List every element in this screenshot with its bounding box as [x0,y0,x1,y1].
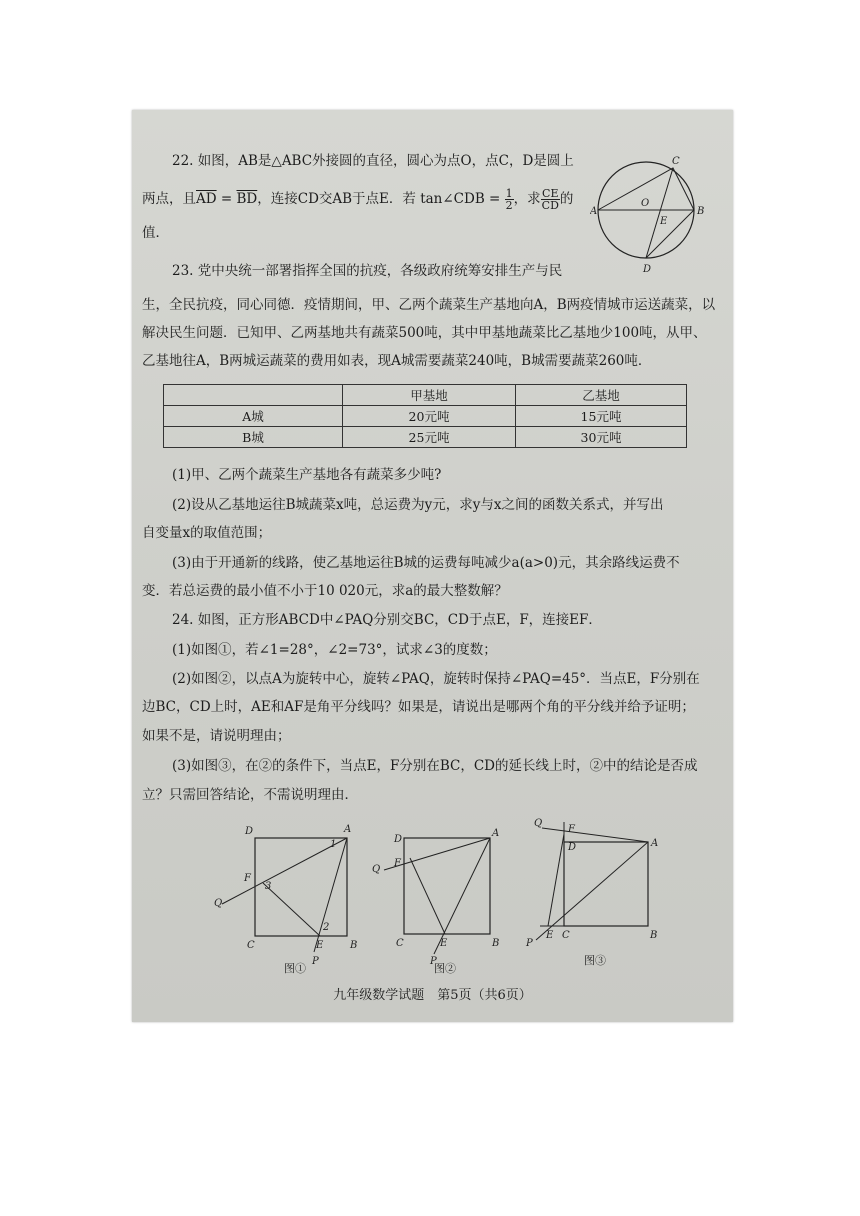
frac2-num: CE [542,187,559,200]
fig2-label-b: B [492,938,500,949]
q23-line1: 23. 党中央统一部署指挥全国的抗疫，各级政府统筹安排生产与民 [172,263,563,279]
frac2-den: CD [541,199,559,212]
fig1-label-b: B [350,940,358,951]
page-footer: 九年级数学试题 第5页（共6页） [333,988,532,1003]
q23-part1: (1)甲、乙两个蔬菜生产基地各有蔬菜多少吨? [172,467,442,483]
figure-1 [212,820,362,970]
arc-bd: $\overline{BD}$ [236,191,258,207]
q22-line2 [142,188,573,211]
q23-part3b: 变．若总运费的最小值不小于10 020元，求a的最大整数解？ [142,583,508,599]
table-cell: 30元吨 [516,427,687,448]
table-header-cell: 甲基地 [343,385,516,406]
table-row [164,427,687,448]
q23-line4: 乙基地往A，B两城运蔬菜的费用如表，现A城需要蔬菜240吨，B城需要蔬菜260吨． [142,353,652,369]
fig3-label-d: D [568,842,577,853]
fig2-label-e: E [440,938,448,949]
q24-part2c: 如果不是，请说明理由； [142,728,291,744]
fig3-label-b: B [650,930,658,941]
segment-ef [548,834,564,926]
q24-part3b: 立？只需回答结论，不需说明理由． [142,787,358,803]
table-row [164,406,687,427]
fraction-half [505,188,514,211]
label-d: D [643,264,652,275]
q23-part3a: (3)由于开通新的线路，使乙基地运往B城的运费每吨减少a(a>0)元，其余路线运费不 [172,555,680,571]
ray-aq [222,838,347,904]
fig1-label-c: C [247,940,255,951]
q23-line2: 生，全民抗疫，同心同德．疫情期间，甲、乙两个蔬菜生产基地向A，B两疫情城市运送蔬菜，以 [142,297,716,313]
ray-aq [542,828,648,842]
q22-eq: = [216,191,237,207]
q22-line1: 22. 如图，AB是△ABC外接圆的直径，圆心为点O，点C，D是圆上 [172,153,574,169]
fig2-label-a: A [492,828,500,839]
fig2-label-q: Q [372,864,381,875]
q22-line2a: 两点，且 [142,191,196,207]
fig2-label-f: F [394,858,401,869]
fig2-label-d: D [394,834,403,845]
label-a: A [590,206,598,217]
fig1-angle-1: 1 [330,839,337,850]
fig3-label-e: E [546,930,554,941]
fig3-label-a: A [651,838,659,849]
frac-den: 2 [505,199,513,212]
fraction-ce-cd [541,188,560,211]
fig1-caption: 图① [284,962,306,975]
fig3-label-p: P [526,938,533,949]
fig1-angle-3: 3 [265,881,272,892]
ray-ap [536,842,648,940]
q22-line3: 值． [142,225,169,241]
fig1-label-f: F [244,873,251,884]
arc-ad: $\overline{AD}$ [196,191,217,207]
q22-line2c: ，求 [513,191,541,207]
label-e: E [660,216,668,227]
table-cell: 15元吨 [516,406,687,427]
square-abcd [564,842,648,926]
fig3-label-f: F [568,824,575,835]
figure-3 [522,810,672,965]
q23-line3: 解决民生问题．已知甲、乙两基地共有蔬菜500吨，其中甲基地蔬菜比乙基地少100吨，从甲、 [142,325,707,341]
label-c: C [672,156,680,167]
fig1-label-d: D [245,826,254,837]
figure-2 [370,820,510,970]
fig2-label-c: C [396,938,404,949]
fig3-caption: 图③ [584,954,606,967]
ray-ap [434,838,490,954]
square-abcd [404,838,490,934]
q24-part2a: (2)如图②，以点A为旋转中心，旋转∠PAQ，旋转时保持∠PAQ=45°．当点E，F分别在 [172,671,700,687]
freight-table [163,384,687,448]
frac-num: 1 [505,187,513,200]
q24-line1: 24. 如图，正方形ABCD中∠PAQ分别交BC，CD于点E，F，连接EF． [172,612,602,628]
table-header-cell [164,385,343,406]
q22-line2b: ，连接CD交AB于点E．若 tan∠CDB = [257,191,505,207]
fig2-caption: 图② [434,962,456,975]
table-header-row [164,385,687,406]
fig1-label-p: P [312,956,319,967]
fig1-label-e: E [316,940,324,951]
fig1-angle-2: 2 [323,922,330,933]
segment-ef [263,883,320,936]
table-header-cell: 乙基地 [516,385,687,406]
fig1-label-q: Q [214,898,223,909]
q23-part2a: (2)设从乙基地运往B城蔬菜x吨，总运费为y元，求y与x之间的函数关系式，并写出 [172,497,664,513]
q23-part2b: 自变量x的取值范围； [142,525,272,541]
label-b: B [697,206,705,217]
circle-figure [590,152,710,278]
q24-part2b: 边BC，CD上时，AE和AF是角平分线吗？如果是，请说出是哪两个角的平分线并给予证明； [142,699,695,715]
q24-part3a: (3)如图③，在②的条件下，当点E，F分别在BC，CD的延长线上时，②中的结论是否成 [172,758,698,774]
exam-page [132,110,733,1022]
fig3-label-q: Q [534,818,543,829]
table-cell: 20元吨 [343,406,516,427]
table-cell: 25元吨 [343,427,516,448]
fig1-label-a: A [344,824,352,835]
fig3-label-c: C [562,930,570,941]
q24-part1: (1)如图①，若∠1=28°，∠2=73°，试求∠3的度数； [172,642,497,658]
table-cell: A城 [164,406,343,427]
table-cell: B城 [164,427,343,448]
label-o: O [641,198,650,209]
fig2-label-p: P [430,956,437,967]
segment-ef [410,858,445,934]
q22-line2d: 的 [559,191,574,207]
